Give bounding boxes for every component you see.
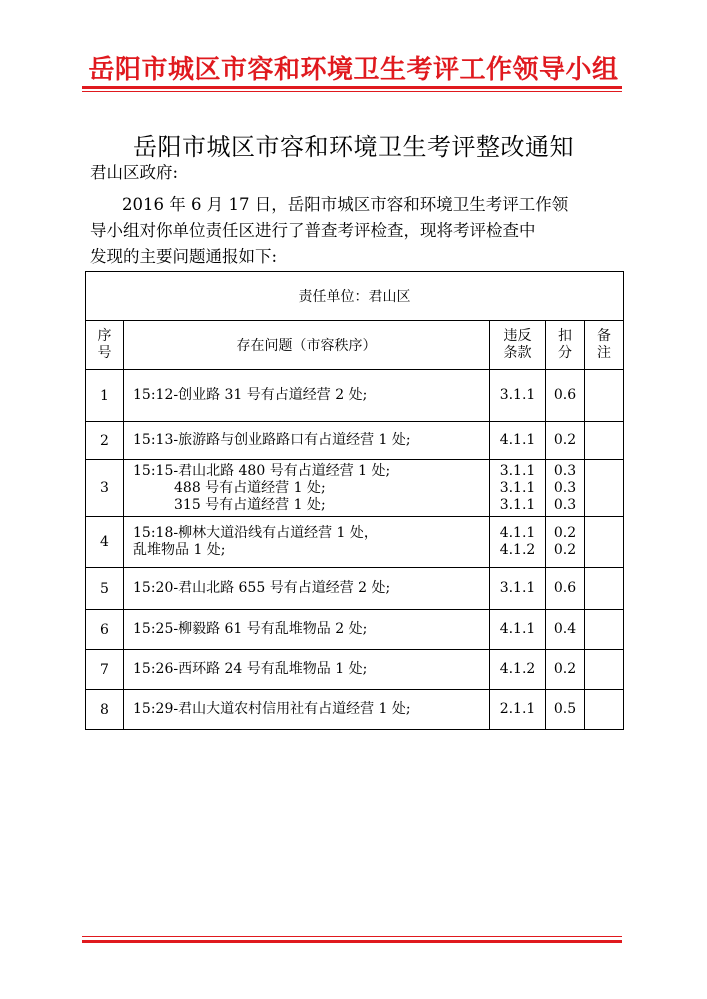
unit-row — [86, 272, 624, 321]
body-line-3: 发现的主要问题通报如下: — [90, 247, 278, 266]
row-remark — [585, 650, 624, 690]
header-rule-thin — [82, 91, 622, 92]
row-clause: 4.1.1 4.1.2 — [490, 517, 546, 568]
row-clause: 3.1.1 3.1.1 3.1.1 — [490, 460, 546, 517]
row-remark — [585, 460, 624, 517]
row-issue: 15:26-西环路 24 号有乱堆物品 1 处; — [124, 650, 490, 690]
row-number: 6 — [86, 610, 124, 650]
document-title: 岳阳市城区市容和环境卫生考评整改通知 — [133, 133, 574, 161]
footer-rule-thick — [82, 940, 622, 943]
row-clause: 3.1.1 — [490, 568, 546, 610]
row-clause: 4.1.2 — [490, 650, 546, 690]
col-header-no: 序 号 — [86, 321, 124, 370]
body-line-1: 2016 年 6 月 17 日，岳阳市城区市容和环境卫生考评工作领 — [122, 195, 569, 214]
issuing-org-header: 岳阳市城区市容和环境卫生考评工作领导小组 — [88, 55, 619, 85]
row-remark — [585, 610, 624, 650]
row-number: 2 — [86, 422, 124, 460]
row-number: 3 — [86, 460, 124, 517]
row-clause: 4.1.1 — [490, 422, 546, 460]
col-header-remark: 备 注 — [585, 321, 624, 370]
row-issue: 15:15-君山北路 480 号有占道经营 1 处; 488 号有占道经营 1 处; 315 号有占道经营 1 处; — [124, 460, 490, 517]
row-remark — [585, 422, 624, 460]
issues-table — [85, 271, 624, 730]
table-row — [86, 690, 624, 730]
table-row — [86, 610, 624, 650]
row-number: 1 — [86, 370, 124, 422]
row-clause: 4.1.1 — [490, 610, 546, 650]
row-number: 8 — [86, 690, 124, 730]
row-issue: 15:25-柳毅路 61 号有乱堆物品 2 处; — [124, 610, 490, 650]
table-body — [86, 370, 624, 730]
row-points: 0.4 — [546, 610, 585, 650]
row-points: 0.2 0.2 — [546, 517, 585, 568]
row-points: 0.5 — [546, 690, 585, 730]
row-issue: 15:20-君山北路 655 号有占道经营 2 处; — [124, 568, 490, 610]
footer-rule-thin — [82, 936, 622, 937]
row-number: 4 — [86, 517, 124, 568]
row-issue: 15:12-创业路 31 号有占道经营 2 处; — [124, 370, 490, 422]
table-row — [86, 568, 624, 610]
table-row — [86, 460, 624, 517]
col-header-issue: 存在问题（市容秩序） — [124, 321, 490, 370]
addressee: 君山区政府: — [90, 163, 179, 182]
responsible-unit: 责任单位：君山区 — [86, 272, 624, 321]
row-number: 7 — [86, 650, 124, 690]
row-clause: 2.1.1 — [490, 690, 546, 730]
col-header-deduct: 扣 分 — [546, 321, 585, 370]
col-header-clause: 违反 条款 — [490, 321, 546, 370]
row-points: 0.2 — [546, 650, 585, 690]
row-issue: 15:29-君山大道农村信用社有占道经营 1 处; — [124, 690, 490, 730]
table-header-row — [86, 321, 624, 370]
row-points: 0.6 — [546, 568, 585, 610]
body-line-2: 导小组对你单位责任区进行了普查考评检查，现将考评检查中 — [90, 221, 536, 240]
row-remark — [585, 690, 624, 730]
table-row — [86, 517, 624, 568]
row-remark — [585, 517, 624, 568]
row-points: 0.6 — [546, 370, 585, 422]
header-rule-thick — [82, 86, 622, 89]
row-issue: 15:18-柳林大道沿线有占道经营 1 处， 乱堆物品 1 处; — [124, 517, 490, 568]
row-number: 5 — [86, 568, 124, 610]
table-row — [86, 370, 624, 422]
row-remark — [585, 568, 624, 610]
table-row — [86, 422, 624, 460]
row-points: 0.2 — [546, 422, 585, 460]
row-issue: 15:13-旅游路与创业路路口有占道经营 1 处; — [124, 422, 490, 460]
table-row — [86, 650, 624, 690]
row-points: 0.3 0.3 0.3 — [546, 460, 585, 517]
row-remark — [585, 370, 624, 422]
row-clause: 3.1.1 — [490, 370, 546, 422]
